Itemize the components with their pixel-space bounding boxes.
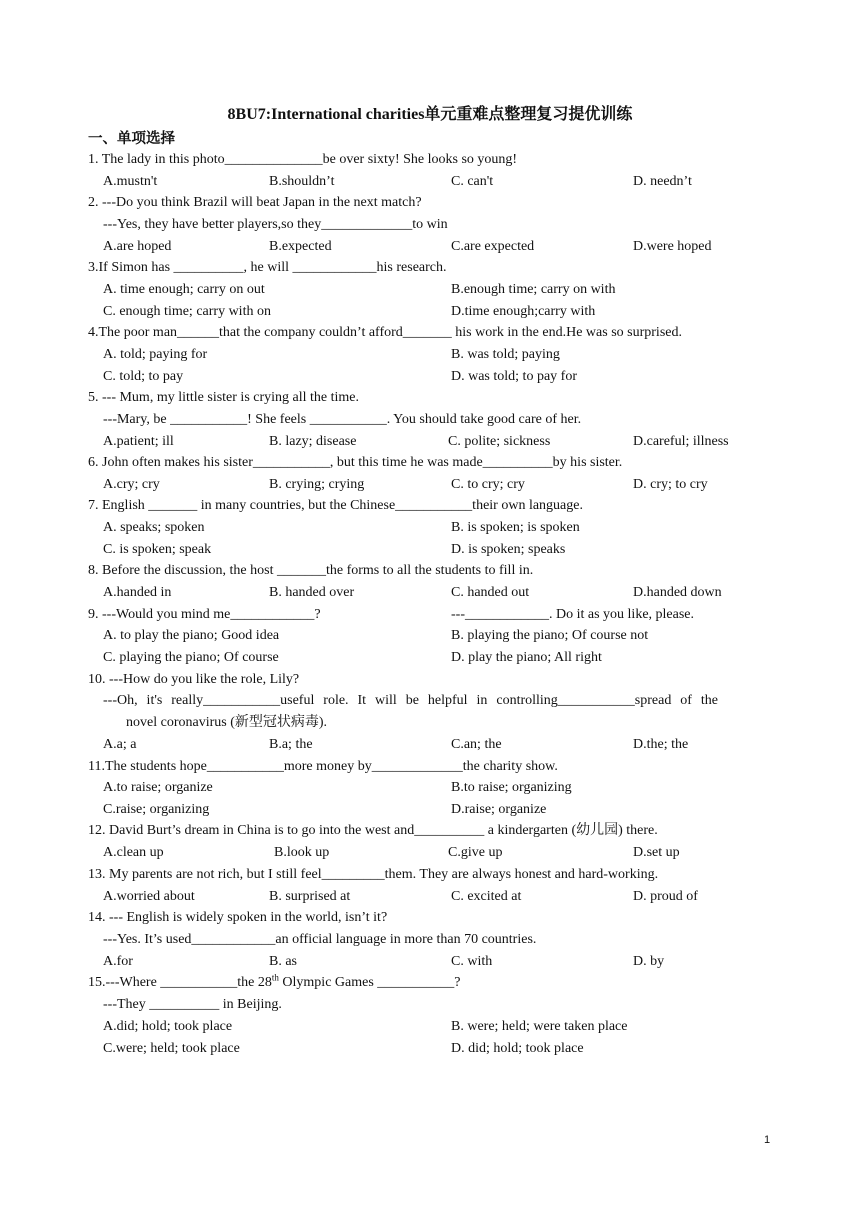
question-10-option-d: D.the; the [633, 737, 689, 752]
question-3-option-a: A. time enough; carry on out [103, 282, 265, 297]
question-13-option-d: D. proud of [633, 889, 698, 904]
question-3-option-d: D.time enough;carry with [451, 304, 596, 319]
question-15-option-c: C.were; held; took place [103, 1041, 240, 1056]
question-2-option-a: A.are hoped [103, 239, 172, 254]
question-6-option-d: D. cry; to cry [633, 477, 708, 492]
question-15-stem-part-2: Olympic Games ___________? [278, 975, 461, 990]
question-13-option-b: B. surprised at [269, 889, 351, 904]
question-3-option-c: C. enough time; carry with on [103, 304, 271, 319]
question-7-option-a: A. speaks; spoken [103, 520, 205, 535]
question-2-option-d: D.were hoped [633, 239, 712, 254]
question-7-option-d: D. is spoken; speaks [451, 542, 566, 557]
question-5-stem-line-2: ---Mary, be ___________! She feels ___________. You should take good care of her. [103, 412, 582, 427]
question-14-stem: 14. --- English is widely spoken in the world, isn’t it? [88, 910, 388, 925]
question-4-stem: 4.The poor man______that the company couldn’t afford_______ his work in the end.He was so surprised. [88, 325, 682, 340]
question-12-option-c: C.give up [448, 845, 503, 860]
question-4-option-c: C. told; to pay [103, 369, 184, 384]
question-12-stem: 12. David Burt’s dream in China is to go into the west and__________ a kindergarten (幼儿园) there. [88, 823, 658, 838]
question-13-option-a: A.worried about [103, 889, 195, 904]
question-3-stem: 3.If Simon has __________, he will ____________his research. [88, 260, 447, 275]
question-8-option-a: A.handed in [103, 585, 172, 600]
question-8-option-d: D.handed down [633, 585, 722, 600]
question-5-option-c: C. polite; sickness [448, 434, 551, 449]
question-12-option-a: A.clean up [103, 845, 164, 860]
question-9-option-c: C. playing the piano; Of course [103, 650, 279, 665]
question-10-stem: 10. ---How do you like the role, Lily? [88, 672, 300, 687]
question-7-option-c: C. is spoken; speak [103, 542, 212, 557]
question-5-option-d: D.careful; illness [633, 434, 729, 449]
question-14-stem-line-2: ---Yes. It’s used____________an official language in more than 70 countries. [103, 932, 537, 947]
question-14-option-d: D. by [633, 954, 665, 969]
question-1-option-c: C. can't [451, 174, 494, 189]
question-9-option-a: A. to play the piano; Good idea [103, 628, 280, 643]
question-4-option-a: A. told; paying for [103, 347, 208, 362]
question-9-option-d: D. play the piano; All right [451, 650, 602, 665]
question-8-option-b: B. handed over [269, 585, 355, 600]
question-6-option-a: A.cry; cry [103, 477, 160, 492]
page-number: 1 [764, 1134, 771, 1146]
question-5-option-a: A.patient; ill [103, 434, 174, 449]
section-heading: 一、单项选择 [88, 131, 175, 147]
question-1-option-a: A.mustn't [103, 174, 158, 189]
question-8-stem: 8. Before the discussion, the host _______the forms to all the students to fill in. [88, 563, 534, 578]
question-2-option-c: C.are expected [451, 239, 535, 254]
question-1-stem: 1. The lady in this photo______________be over sixty! She looks so young! [88, 152, 518, 167]
question-11-option-a: A.to raise; organize [103, 780, 213, 795]
question-14-option-b: B. as [269, 954, 297, 969]
question-5-option-b: B. lazy; disease [269, 434, 357, 449]
question-7-option-b: B. is spoken; is spoken [451, 520, 580, 535]
question-6-option-c: C. to cry; cry [451, 477, 525, 492]
question-15-ordinal-suffix: th [271, 972, 279, 983]
question-15-stem [88, 973, 748, 993]
question-9-option-b: B. playing the piano; Of course not [451, 628, 649, 643]
question-11-stem: 11.The students hope___________more money by_____________the charity show. [88, 759, 558, 774]
question-15-option-b: B. were; held; were taken place [451, 1019, 628, 1034]
question-1-option-d: D. needn’t [633, 174, 692, 189]
question-11-option-c: C.raise; organizing [103, 802, 210, 817]
question-4-option-b: B. was told; paying [451, 347, 560, 362]
question-9-stem: 9. ---Would you mind me____________? [88, 607, 321, 622]
question-2-option-b: B.expected [269, 239, 332, 254]
question-10-option-b: B.a; the [269, 737, 313, 752]
question-15-stem-line-2: ---They __________ in Beijing. [103, 997, 282, 1012]
question-11-option-d: D.raise; organize [451, 802, 547, 817]
question-10-option-a: A.a; a [103, 737, 137, 752]
question-9-stem-reply: ---____________. Do it as you like, please. [451, 607, 695, 622]
question-14-option-c: C. with [451, 954, 493, 969]
question-13-stem: 13. My parents are not rich, but I still feel_________them. They are always honest and hard-working. [88, 867, 659, 882]
question-15-stem-part-1: 15.---Where ___________the 28 [88, 975, 272, 990]
question-7-stem: 7. English _______ in many countries, but the Chinese___________their own language. [88, 498, 583, 513]
question-13-option-c: C. excited at [451, 889, 522, 904]
question-5-stem: 5. --- Mum, my little sister is crying all the time. [88, 390, 360, 405]
question-10-stem-line-2: ---Oh, it's really___________useful role. It will be helpful in controlling___________spread of the [103, 693, 718, 708]
question-15-option-d: D. did; hold; took place [451, 1041, 584, 1056]
question-15-option-a: A.did; hold; took place [103, 1019, 233, 1034]
question-6-option-b: B. crying; crying [269, 477, 365, 492]
question-3-option-b: B.enough time; carry on with [451, 282, 616, 297]
question-10-stem-line-3: novel coronavirus (新型冠状病毒). [126, 715, 328, 730]
question-4-option-d: D. was told; to pay for [451, 369, 577, 384]
question-12-option-b: B.look up [274, 845, 330, 860]
question-8-option-c: C. handed out [451, 585, 530, 600]
question-2-stem-line-2: ---Yes, they have better players,so they_____________to win [103, 217, 448, 232]
question-12-option-d: D.set up [633, 845, 680, 860]
page-title: 8BU7:International charities单元重难点整理复习提优训练 [227, 106, 633, 123]
question-2-stem: 2. ---Do you think Brazil will beat Japan in the next match? [88, 195, 422, 210]
question-11-option-b: B.to raise; organizing [451, 780, 572, 795]
question-6-stem: 6. John often makes his sister___________, but this time he was made__________by his sister. [88, 455, 623, 470]
question-10-option-c: C.an; the [451, 737, 502, 752]
question-1-option-b: B.shouldn’t [269, 174, 335, 189]
question-14-option-a: A.for [103, 954, 133, 969]
